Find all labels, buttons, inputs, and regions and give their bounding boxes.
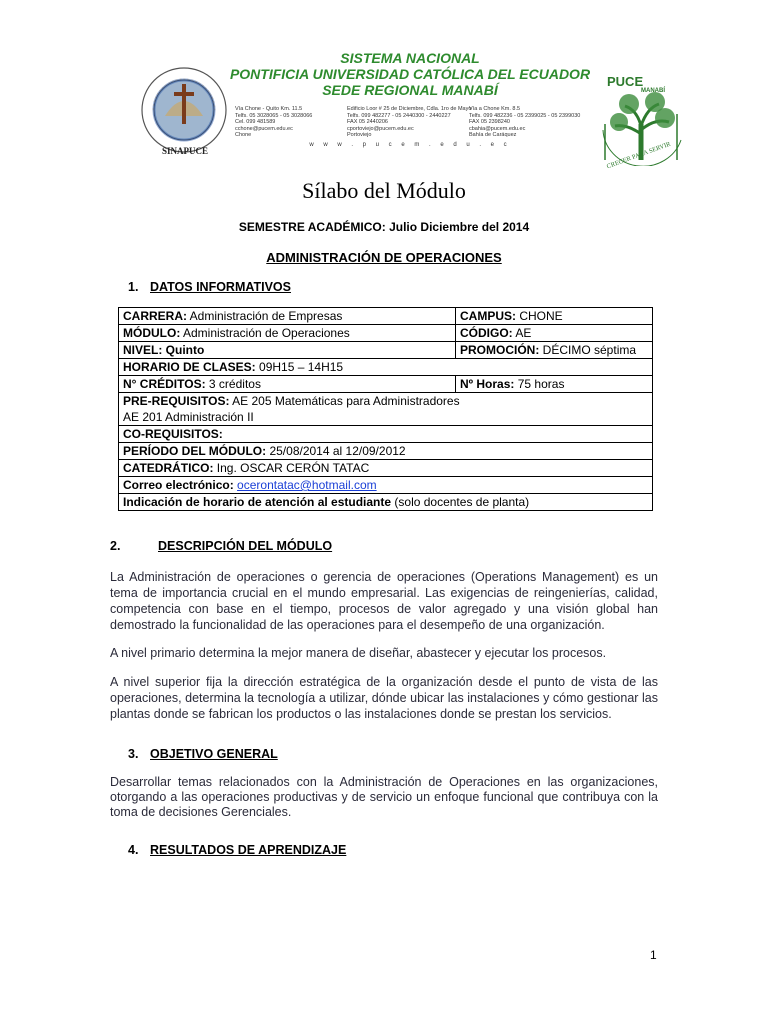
cell-value: Administración de Empresas [187, 309, 343, 323]
table-cell [119, 477, 653, 494]
puce-logo-sub: MANABÍ [641, 88, 665, 94]
address-line: Vía a Chone Km. 8.5 [469, 106, 521, 112]
cell-label: MÓDULO: [123, 326, 181, 340]
table-cell [119, 325, 456, 342]
cell-value: (solo docentes de planta) [391, 495, 530, 509]
section-1-heading [128, 280, 291, 294]
address-line: Cel. 099 481589 [235, 119, 276, 125]
table-cell [456, 308, 653, 325]
table-row [119, 494, 653, 511]
section-2-heading [110, 539, 332, 553]
header-line-1: SISTEMA NACIONAL [340, 50, 480, 66]
cell-value: 09H15 – 14H15 [255, 360, 344, 374]
table-row [119, 308, 653, 325]
cell-label: Correo electrónico: [123, 478, 234, 492]
table-row [119, 443, 653, 460]
objective-paragraph: Desarrollar temas relacionados con la Administración de Operaciones en las organizaciones, otorgando a las operaciones productivas y de servicio un enfoque funcional que contribuya con la toma de decisiones Gerenciales. [110, 775, 658, 819]
email-link[interactable]: ocerontatac@hotmail.com [237, 478, 377, 492]
section-number: 1. [128, 280, 139, 294]
website-url: w w w . p u c e m . e d u . e c [309, 142, 511, 148]
cell-label: CARRERA: [123, 309, 187, 323]
cell-label: NIVEL: Quinto [123, 343, 205, 357]
section-3-heading [128, 747, 278, 761]
table-row [119, 325, 653, 342]
table-cell [119, 342, 456, 359]
table-row [119, 376, 653, 393]
address-line: Portoviejo [347, 132, 372, 138]
table-cell [119, 308, 456, 325]
section-label: DESCRIPCIÓN DEL MÓDULO [158, 539, 333, 553]
header-line-3: SEDE REGIONAL MANABÍ [322, 82, 498, 98]
address-line: Bahía de Caráquez [469, 132, 517, 138]
table-cell [456, 376, 653, 393]
table-cell [119, 393, 653, 426]
info-table [118, 307, 653, 511]
cell-value: AE [512, 326, 532, 340]
address-line: cbahia@pucem.edu.ec [469, 125, 526, 132]
puce-slogan: CRECER PARA SERVIR [605, 140, 672, 171]
address-line: FAX 05 2398240 [469, 119, 510, 125]
table-cell [456, 342, 653, 359]
cell-value: AE 201 Administración II [123, 410, 254, 424]
letterhead [135, 44, 685, 171]
table-row [119, 393, 653, 426]
cell-value: Ing. OSCAR CERÓN TATAC [213, 461, 370, 475]
cell-label: CÓDIGO: [460, 326, 513, 340]
table-cell [456, 325, 653, 342]
table-cell [119, 443, 653, 460]
cell-label: Indicación de horario de atención al estudiante [123, 495, 392, 509]
cell-label: N° CRÉDITOS: [123, 377, 206, 391]
cell-label: PROMOCIÓN: [460, 343, 540, 357]
address-line: Edificio Loor # 25 de Diciembre, Cdla. 1ro de Mayo [347, 106, 472, 112]
address-line: Telfs. 099 482236 - 05 2399025 - 05 2399030 [469, 112, 581, 119]
cell-value: Administración de Operaciones [180, 326, 350, 340]
cell-label: HORARIO DE CLASES: [123, 360, 256, 374]
address-chone [235, 106, 312, 139]
section-number: 3. [128, 747, 139, 761]
cell-value: 25/08/2014 al 12/09/2012 [266, 444, 406, 458]
address-line: Chone [235, 132, 252, 138]
cell-label: PRE-REQUISITOS: [123, 394, 230, 408]
address-line: Telfs. 05 3028065 - 05 3028066 [235, 112, 313, 119]
section-number: 2. [110, 539, 121, 553]
cell-value: DÉCIMO séptima [539, 343, 637, 357]
puce-logo-text: PUCE [607, 74, 644, 89]
table-cell [119, 460, 653, 477]
address-line: FAX 05 2440206 [347, 119, 388, 125]
cell-value: CHONE [516, 309, 563, 323]
page-number: 1 [650, 948, 657, 962]
cell-label: Nº Horas: [460, 377, 515, 391]
table-row [119, 342, 653, 359]
section-label: RESULTADOS DE APRENDIZAJE [150, 843, 347, 857]
cell-label: CO-REQUISITOS: [123, 427, 223, 441]
document-title: Sílabo del Módulo [302, 178, 466, 203]
address-line: cchone@pucem.edu.ec [235, 125, 293, 132]
table-cell [119, 494, 653, 511]
cell-value: AE 205 Matemáticas para Administradores [229, 394, 460, 408]
table-row [119, 359, 653, 376]
seal-label: SINAPUCE [161, 146, 208, 156]
section-4-heading [128, 843, 346, 857]
section-label: DATOS INFORMATIVOS [150, 280, 291, 294]
puce-manabi-logo-icon [597, 74, 685, 171]
address-line: Vía Chone - Quito Km. 11.5 [235, 106, 303, 112]
address-line: Telfs. 099 482277 - 05 2440300 - 2440227 [347, 112, 451, 119]
module-title: ADMINISTRACIÓN DE OPERACIONES [266, 250, 502, 265]
address-portoviejo [347, 106, 471, 139]
cell-value: 3 créditos [205, 377, 261, 391]
address-bahia [469, 106, 580, 139]
description-paragraph-2: A nivel primario determina la mejor manera de diseñar, abastecer y ejecutar los procesos. [110, 646, 607, 660]
table-cell [119, 359, 653, 376]
table-row [119, 477, 653, 494]
address-line: cportoviejo@pucem.edu.ec [347, 125, 414, 132]
cell-label: CATEDRÁTICO: [123, 461, 214, 475]
cell-value: 75 horas [514, 377, 565, 391]
description-paragraph-1: La Administración de operaciones o gerencia de operaciones (Operations Management) es un tema de importancia crucial en el mundo empresarial. Las exigencias de reingenierías, calidad, competencia con base en el tiempo, procesos de valor agregado y una visión global han demostrado la funcionalidad de las operaciones para el desempeño de una organización. [110, 570, 658, 632]
table-cell [119, 426, 653, 443]
description-paragraph-3: A nivel superior fija la dirección estratégica de la organización desde el punto de vista de las operaciones, determina la tecnología a utilizar, dónde ubicar las instalaciones y cómo gestionar las plantas donde se fabrican los productos o las instalaciones donde se prestan los servicios. [110, 675, 658, 721]
section-label: OBJETIVO GENERAL [150, 747, 278, 761]
table-row [119, 460, 653, 477]
cell-label: CAMPUS: [460, 309, 516, 323]
section-number: 4. [128, 843, 139, 857]
semester-line: SEMESTRE ACADÉMICO: Julio Diciembre del 2014 [238, 220, 530, 234]
header-line-2: PONTIFICIA UNIVERSIDAD CATÓLICA DEL ECUADOR [229, 66, 591, 82]
table-cell [119, 376, 456, 393]
cell-label: PERÍODO DEL MÓDULO: [123, 444, 267, 458]
table-row [119, 426, 653, 443]
